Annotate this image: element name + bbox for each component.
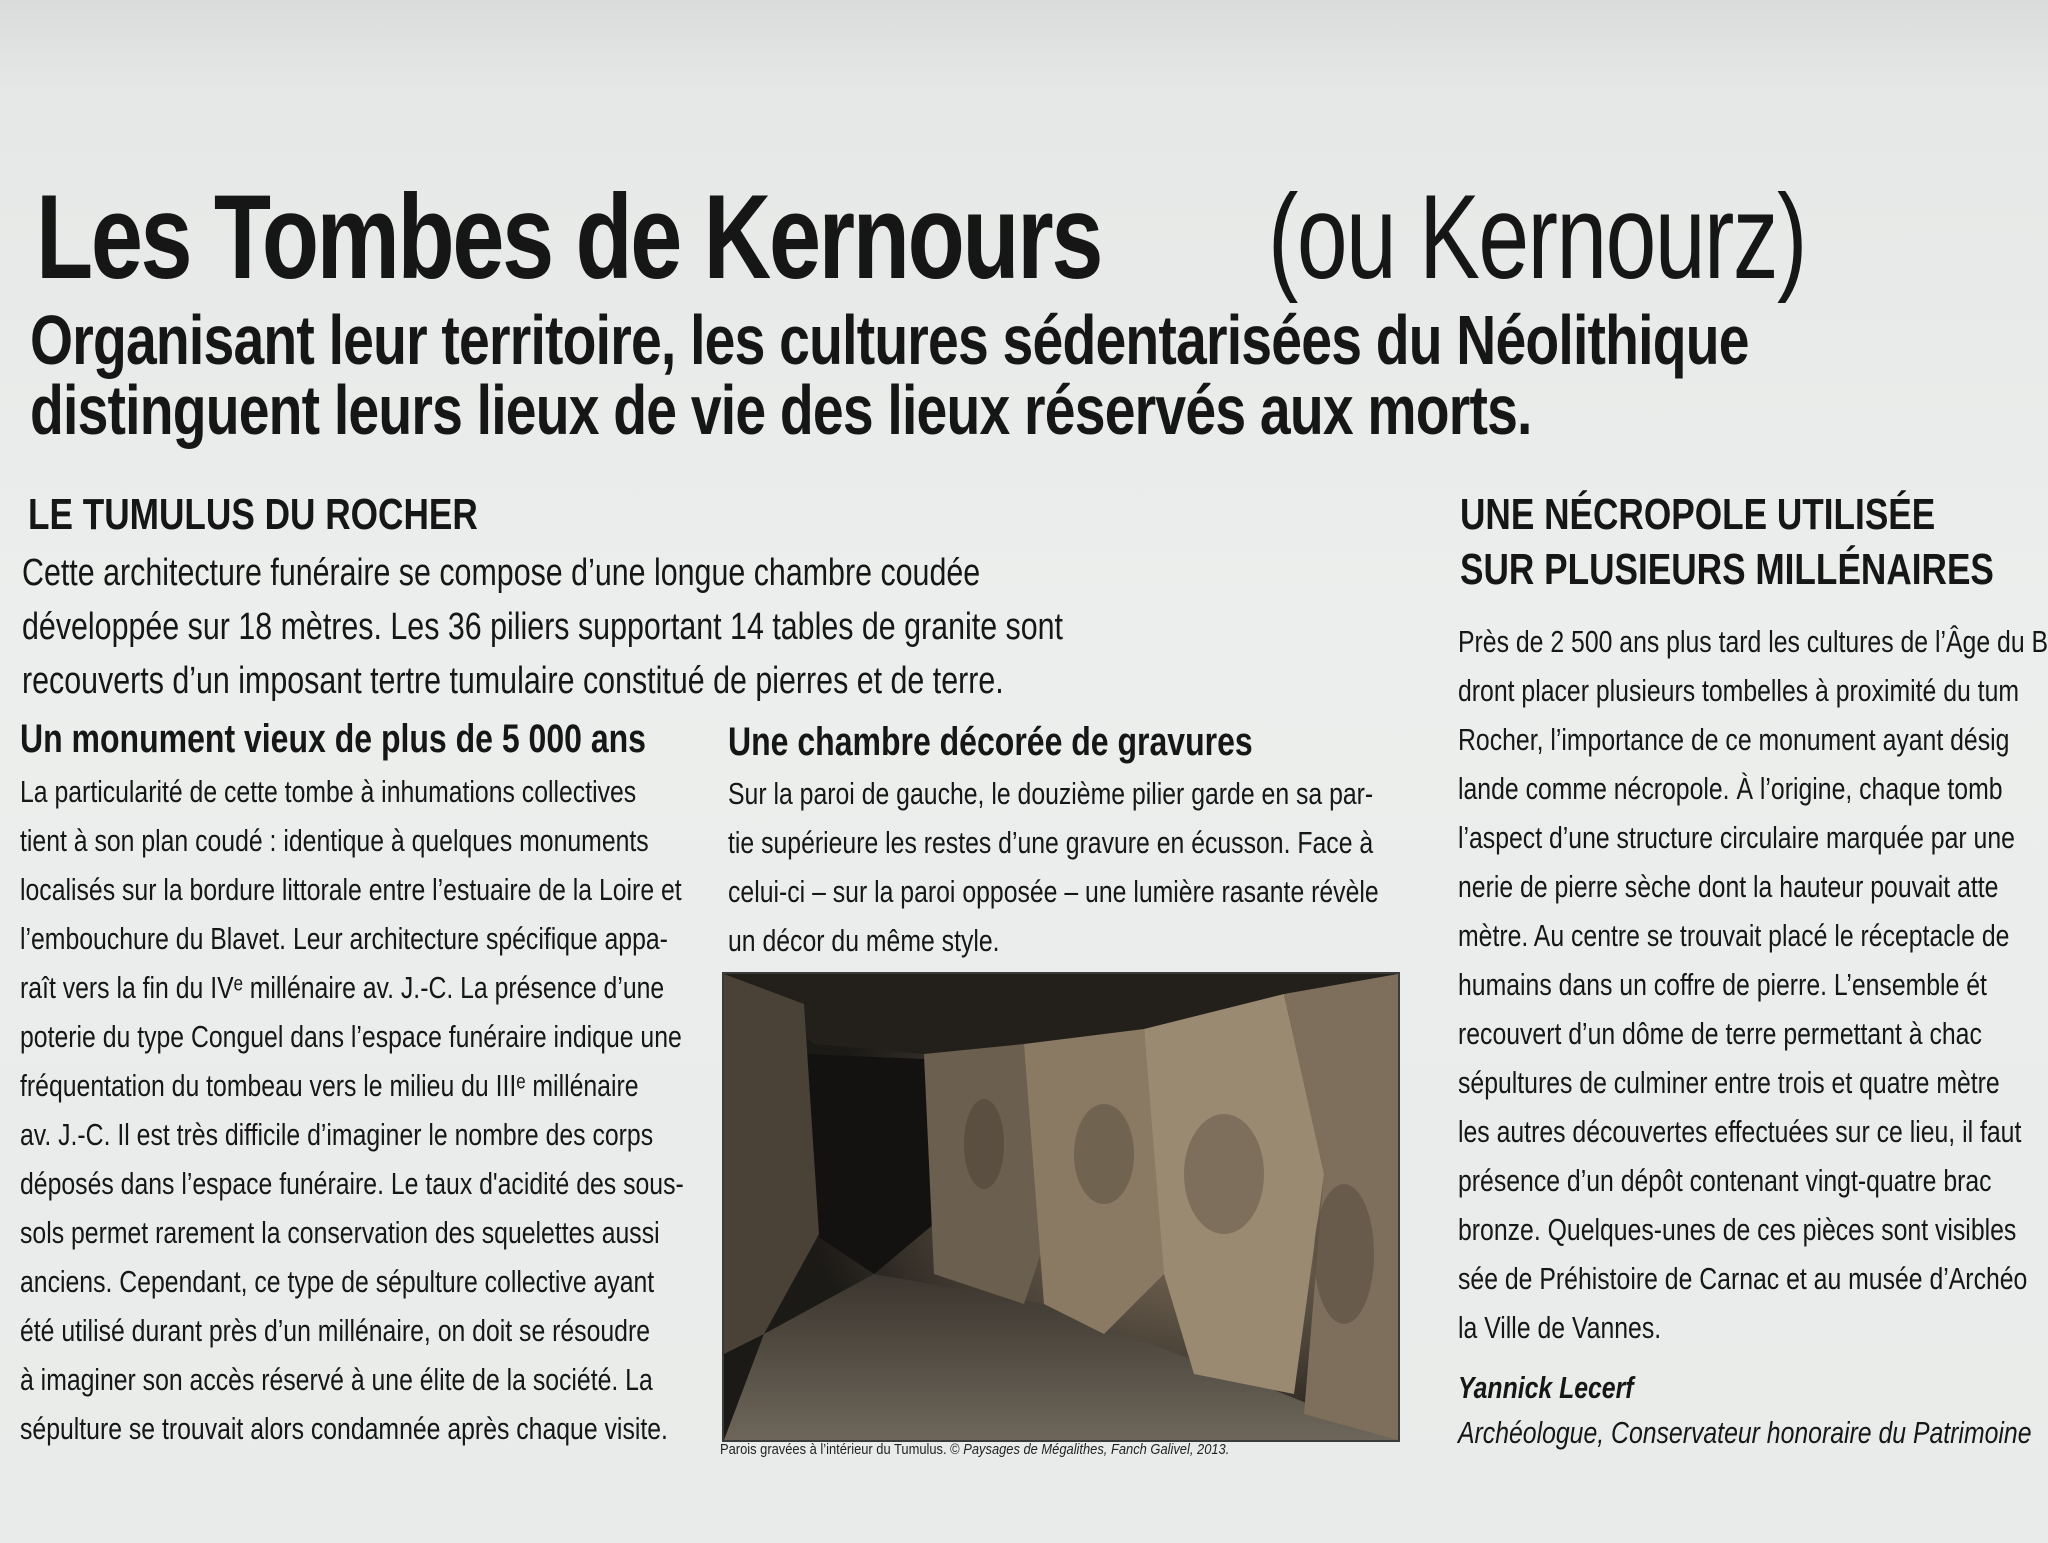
monument-heading: Un monument vieux de plus de 5 000 ans: [20, 717, 646, 761]
author-name: Yannick Lecerf: [1458, 1370, 1634, 1405]
monument-line: av. J.-C. Il est très difficile d’imaginer le nombre des corps: [20, 1117, 654, 1152]
monument-line: poterie du type Conguel dans l’espace funéraire indique une: [20, 1019, 682, 1054]
chambre-line: celui-ci – sur la paroi opposée – une lumière rasante révèle: [728, 874, 1379, 909]
necropole-line: nerie de pierre sèche dont la hauteur pouvait atte: [1458, 869, 1999, 904]
chambre-heading: Une chambre décorée de gravures: [728, 720, 1253, 764]
subtitle-line-2: distinguent leurs lieux de vie des lieux réservés aux morts.: [30, 371, 1532, 449]
monument-line: sépulture se trouvait alors condamnée après chaque visite.: [20, 1411, 668, 1446]
tumulus-intro-line: Cette architecture funéraire se compose d’une longue chambre coudée: [22, 552, 981, 594]
necropole-line: Rocher, l’importance de ce monument ayant désig: [1458, 722, 2010, 757]
monument-line: anciens. Cependant, ce type de sépulture collective ayant: [20, 1264, 655, 1299]
monument-line: déposés dans l’espace funéraire. Le taux d'acidité des sous-: [20, 1166, 684, 1201]
monument-line: localisés sur la bordure littorale entre l’estuaire de la Loire et: [20, 872, 682, 907]
monument-line: à imaginer son accès réservé à une élite de la société. La: [20, 1362, 653, 1397]
monument-line: tient à son plan coudé : identique à quelques monuments: [20, 823, 649, 858]
necropole-line: les autres découvertes effectuées sur ce lieu, il faut: [1458, 1114, 2022, 1149]
title-alternate-name: (ou Kernourz): [1268, 170, 1806, 304]
necropole-line: présence d’un dépôt contenant vingt-quatre brac: [1458, 1163, 1992, 1198]
author-role: Archéologue, Conservateur honoraire du Patrimoine: [1458, 1415, 2032, 1450]
necropole-line: sée de Préhistoire de Carnac et au musée d’Archéo: [1458, 1261, 2028, 1296]
monument-line: raît vers la fin du IVᵉ millénaire av. J.-C. La présence d’une: [20, 970, 665, 1005]
monument-line: La particularité de cette tombe à inhumations collectives: [20, 774, 637, 809]
tumulus-intro-line: recouverts d’un imposant tertre tumulaire constitué de pierres et de terre.: [22, 660, 1004, 702]
monument-line: l’embouchure du Blavet. Leur architecture spécifique appa-: [20, 921, 668, 956]
monument-line: fréquentation du tombeau vers le milieu du IIIᵉ millénaire: [20, 1068, 639, 1103]
page-title: Les Tombes de Kernours: [36, 170, 1102, 304]
subtitle-line-1: Organisant leur territoire, les cultures sédentarisées du Néolithique: [30, 301, 1749, 379]
section-heading-tumulus: LE TUMULUS DU ROCHER: [28, 490, 478, 539]
monument-line: été utilisé durant près d’un millénaire, on doit se résoudre: [20, 1313, 651, 1348]
necropole-line: bronze. Quelques-unes de ces pièces sont visibles: [1458, 1212, 2017, 1247]
necropole-line: dront placer plusieurs tombelles à proximité du tum: [1458, 673, 2020, 708]
tumulus-intro-line: développée sur 18 mètres. Les 36 piliers supportant 14 tables de granite sont: [22, 606, 1064, 648]
photo-caption: [720, 1441, 1229, 1458]
necropole-line: l’aspect d’une structure circulaire marquée par une: [1458, 820, 2015, 855]
necropole-line: sépultures de culminer entre trois et quatre mètre: [1458, 1065, 2000, 1100]
chambre-line: tie supérieure les restes d’une gravure en écusson. Face à: [728, 825, 1374, 860]
monument-line: sols permet rarement la conservation des squelettes aussi: [20, 1215, 660, 1250]
necropole-line: humains dans un coffre de pierre. L’ensemble ét: [1458, 967, 1987, 1002]
necropole-line: la Ville de Vannes.: [1458, 1310, 1662, 1345]
chambre-line: un décor du même style.: [728, 923, 1000, 958]
chambre-line: Sur la paroi de gauche, le douzième pilier garde en sa par-: [728, 776, 1374, 811]
caption-text: Parois gravées à l’intérieur du Tumulus. ©: [720, 1441, 960, 1458]
caption-credit: Paysages de Mégalithes, Fanch Galivel, 2013.: [963, 1441, 1230, 1458]
necropole-line: lande comme nécropole. À l’origine, chaque tomb: [1458, 771, 2003, 806]
necropole-line: Près de 2 500 ans plus tard les cultures de l’Âge du B: [1458, 624, 2048, 659]
necropole-line: recouvert d’un dôme de terre permettant à chac: [1458, 1016, 1982, 1051]
section-heading-necropole: UNE NÉCROPOLE UTILISÉE: [1460, 490, 1936, 539]
chamber-photo: [722, 972, 1400, 1442]
section-heading-necropole-line-2: SUR PLUSIEURS MILLÉNAIRES: [1460, 545, 1994, 594]
necropole-line: mètre. Au centre se trouvait placé le réceptacle de: [1458, 918, 2010, 953]
